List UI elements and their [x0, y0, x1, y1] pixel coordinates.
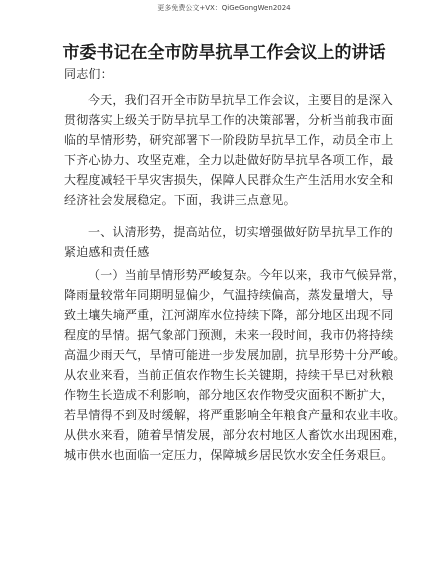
paragraph-intro	[64, 90, 394, 210]
heading-line: 一、认清形势，提高站位，切实增强做好防旱抗旱工作的	[88, 225, 394, 239]
paragraph-line: 高温少雨天气，旱情可能进一步发展加剧，抗旱形势十分严峻。	[64, 348, 406, 362]
paragraph-situation	[64, 265, 406, 465]
paragraph-line: 作物生长造成不利影响，部分地区农作物受灾面积不断扩大，	[64, 388, 394, 402]
section-heading-1	[64, 222, 394, 262]
paragraph-line: 下齐心协力、攻坚克难，全力以赴做好防旱抗旱各项工作，最	[64, 153, 394, 167]
paragraph-line: 程度的旱情。据气象部门预测，未来一段时间，我市仍将持续	[64, 328, 394, 342]
paragraph-line: 经济社会发展稳定。下面，我讲三点意见。	[64, 193, 296, 207]
paragraph-line: 从供水来看，随着旱情发展，部分农村地区人畜饮水出现困难，	[64, 428, 406, 442]
heading-line: 紧迫感和责任感	[64, 245, 150, 259]
paragraph-line: 降雨量较常年同期明显偏少，气温持续偏高，蒸发量增大，导	[64, 288, 394, 302]
paragraph-line: 致土壤失墒严重，江河湖库水位持续下降，部分地区出现不同	[64, 308, 394, 322]
paragraph-line: 临的旱情形势，研究部署下一阶段防旱抗旱工作，动员全市上	[64, 133, 394, 147]
paragraph-line: 贯彻落实上级关于防旱抗旱工作的决策部署，分析当前我市面	[64, 113, 394, 127]
document-title: 市委书记在全市防旱抗旱工作会议上的讲话	[62, 43, 386, 63]
paragraph-line: （一）当前旱情形势严峻复杂。今年以来，我市气候异常，	[88, 268, 406, 282]
paragraph-line: 若旱情得不到及时缓解，将严重影响全年粮食产量和农业丰收。	[64, 408, 406, 422]
paragraph-line: 城市供水也面临一定压力，保障城乡居民饮水安全任务艰巨。	[64, 448, 394, 462]
salutation-block	[64, 64, 388, 84]
paragraph-line: 从农业来看，当前正值农作物生长关键期，持续干旱已对秋粮	[64, 368, 394, 382]
salutation: 同志们：	[64, 67, 113, 81]
paragraph-line: 今天，我们召开全市防旱抗旱工作会议，主要目的是深入	[88, 93, 394, 107]
header-watermark: 更多免费公文+VX：QiGeGongWen2024	[157, 4, 291, 12]
paragraph-line: 大程度减轻干旱灾害损失，保障人民群众生产生活用水安全和	[64, 173, 394, 187]
